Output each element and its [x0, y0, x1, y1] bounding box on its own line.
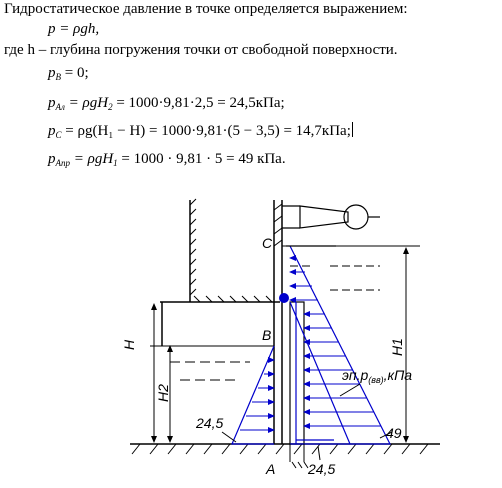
value-right: 49: [386, 425, 402, 441]
pA2-symbol: p: [48, 151, 56, 167]
gate-wall: [274, 200, 304, 444]
formula-pB: [48, 64, 89, 86]
ground: [130, 444, 440, 454]
intro-text: Гидростатическое давление в точке определяется выражением:: [4, 1, 408, 17]
left-epure-arrows: [240, 360, 274, 430]
value-bottom: 24,5: [308, 461, 336, 477]
pB-rest: = 0;: [61, 65, 89, 81]
point-b-marker: [279, 293, 289, 303]
pA2-subscript: Апр: [55, 158, 70, 168]
label-b: B: [262, 327, 272, 343]
label-h1: H1: [389, 338, 405, 356]
label-a: A: [266, 461, 276, 477]
pB-symbol: p: [48, 65, 56, 81]
epure-label-main: эп.p: [342, 367, 369, 383]
epure-label-unit: ,кПа: [383, 367, 413, 383]
formula-pC: [48, 122, 353, 144]
pA1-rest: = 1000·9,81·2,5 = 24,5кПа;: [112, 95, 285, 111]
definition-text: где h – глубина погружения точки от свободной поверхности.: [4, 42, 398, 58]
pC-symbol: p: [48, 123, 56, 139]
valve-icon: [282, 205, 380, 229]
pA1-mid: = ρgH: [64, 95, 109, 111]
pA1-symbol: p: [48, 95, 56, 111]
label-h2: H2: [155, 384, 171, 402]
inner-pressure-epure: [290, 302, 350, 444]
pA2-rest: = 1000 · 9,81 · 5 = 49 кПа.: [117, 151, 286, 167]
pC-subscript: C: [55, 130, 62, 140]
left-pressure-epure: [232, 346, 274, 444]
pA1-subscript: Ал: [55, 102, 65, 112]
dimensions: [154, 248, 406, 442]
formula-pA1: [48, 94, 285, 116]
leader-lines: [222, 384, 392, 460]
label-c: C: [262, 235, 273, 251]
pC-rest: = ρg(H₁ − H) = 1000·9,81·(5 − 3,5) = 14,7кПа;: [61, 123, 351, 139]
epure-label-sub: (вв): [368, 375, 384, 385]
formula-main: p = ρgh,: [48, 21, 100, 37]
epure-label: [342, 367, 412, 385]
pB-subscript: B: [55, 72, 61, 82]
text-cursor: [352, 122, 353, 137]
pA2-mid: = ρgH: [70, 151, 114, 167]
label-h: H: [121, 339, 137, 350]
left-tank: [160, 199, 280, 346]
pA1-subscript2: 2: [108, 102, 113, 112]
pressure-diagram: [0, 168, 502, 488]
pA2-subscript2: 1: [113, 158, 118, 168]
value-left: 24,5: [196, 415, 224, 431]
